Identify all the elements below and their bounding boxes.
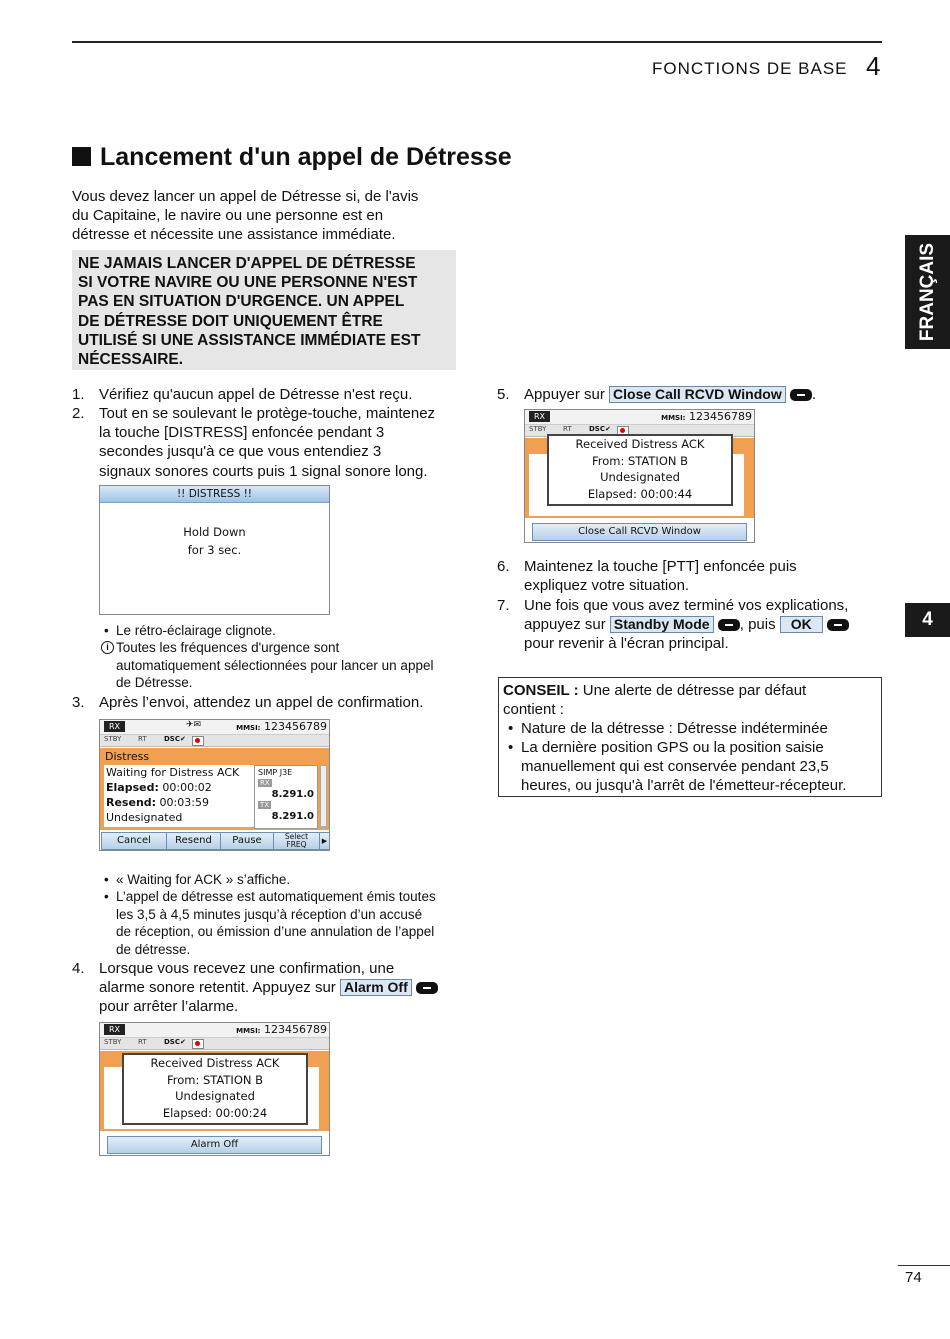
step-4-text: Lorsque vous recevez une confirmation, une alarme sonore retentit. Appuyez sur Alarm Off pour arrêter l’alarme. — [99, 959, 438, 1017]
step-1-text: Vérifiez qu'aucun appel de Détresse n'est reçu. — [99, 386, 413, 403]
distress-hold-screen — [99, 485, 330, 615]
language-tab-label: FRANÇAIS — [916, 242, 938, 342]
tip-distress-nature: Nature de la détresse : Détresse indéterminée — [521, 720, 828, 737]
pause-button[interactable]: Pause — [220, 832, 274, 850]
ack-screen-alarm: RX MMSI: 123456789 STBY RT DSC✔ Received Distress ACK From: STATION B Undesignated Elapsed: 00:00:24 Alarm Off — [99, 1022, 330, 1156]
bullet: • — [104, 623, 109, 638]
note-resend: L’appel de détresse est automatiquement émis toutes les 3,5 à 4,5 minutes jusqu’à réception d’un accusé de réception, ou émission d’une annulation de l’appel de détresse. — [116, 889, 436, 957]
received-ack-popup: Received Distress ACK From: STATION B Undesignated Elapsed: 00:00:24 — [122, 1053, 308, 1125]
step-2-text: Tout en se soulevant le protège-touche, maintenez la touche [DISTRESS] enfoncée pendant 3 secondes jusqu'à ce que vous entendiez 3 signaux sonores courts puis 1 signal sonore long. — [99, 405, 436, 480]
mode-bar: STBY RT DSC✔ — [100, 735, 329, 747]
minus-key-icon — [827, 619, 849, 631]
note-waiting: « Waiting for ACK » s’affiche. — [116, 872, 291, 887]
step-7-text: Une fois que vous avez terminé vos explications, appuyez sur Standby Mode , puis OK pour revenir à l'écran principal. — [524, 597, 849, 653]
step-3-text: Après l’envoi, attendez un appel de confirmation. — [99, 694, 424, 711]
step-5-number: 5. — [497, 386, 510, 403]
record-icon — [192, 1039, 204, 1049]
page-title: Lancement d'un appel de Détresse — [72, 143, 512, 172]
step-6-text: Maintenez la touche [PTT] enfoncée puis expliquez votre situation. — [524, 558, 797, 595]
mmsi-readout: MMSI: 123456789 — [236, 720, 327, 733]
step-1-number: 1. — [72, 386, 85, 403]
tip-text: CONSEIL : Une alerte de détresse par défaut contient : — [503, 682, 807, 719]
received-ack-popup: Received Distress ACK From: STATION B Undesignated Elapsed: 00:00:44 — [547, 434, 733, 506]
distress-status-panel: Waiting for Distress ACK Elapsed: 00:00:02 Resend: 00:03:59 Undesignated — [104, 765, 254, 827]
alarm-off-button[interactable]: Alarm Off — [107, 1136, 322, 1154]
satellite-icon: ✈✉ — [186, 720, 202, 730]
step-6-number: 6. — [497, 558, 510, 575]
tip-gps-position: La dernière position GPS ou la position saisie manuellement qui est conservée pendant 23,5 heures, ou jusqu'à l'arrêt de l'émetteur-récepteur. — [521, 739, 847, 795]
distress-header: Distress — [105, 750, 150, 763]
minus-key-icon — [790, 389, 812, 401]
bullet: • — [104, 872, 109, 887]
page-number: 74 — [905, 1269, 922, 1286]
frequency-panel: SIMP J3E RX 8.291.0 TX 8.291.0 — [254, 765, 318, 829]
bullet: • — [508, 739, 514, 756]
square-bullet-icon — [72, 147, 91, 166]
footer-rule — [898, 1265, 950, 1266]
resend-button[interactable]: Resend — [166, 832, 221, 850]
step-3-number: 3. — [72, 694, 85, 711]
note-backlight: Le rétro-éclairage clignote. — [116, 623, 276, 638]
bullet: • — [104, 889, 109, 904]
intro-paragraph: Vous devez lancer un appel de Détresse si, de l'avis du Capitaine, le navire ou une personne est en détresse et nécessite une assistance immédiate. — [72, 188, 419, 244]
bullet: • — [508, 720, 514, 737]
step-2-number: 2. — [72, 405, 85, 422]
alarm-off-key: Alarm Off — [340, 979, 412, 996]
rx-badge: RX — [104, 721, 125, 732]
status-bar — [100, 720, 329, 735]
language-tab — [905, 235, 950, 349]
chapter-tab: 4 — [905, 603, 950, 637]
ack-screen-close: RX MMSI: 123456789 STBY RT DSC✔ Received Distress ACK From: STATION B Undesignated Elapsed: 00:00:44 Close Call RCVD Window — [524, 409, 755, 543]
step-7-number: 7. — [497, 597, 510, 614]
close-call-rcvd-button[interactable]: Close Call RCVD Window — [532, 523, 747, 541]
minus-key-icon — [416, 982, 438, 994]
hold-duration-text: for 3 sec. — [187, 543, 242, 557]
distress-screen-title: !! DISTRESS !! — [100, 486, 329, 503]
waiting-ack-screen — [99, 719, 330, 851]
header-rule — [72, 41, 882, 43]
arrow-right-icon[interactable]: ▶ — [319, 832, 330, 850]
section-title: FONCTIONS DE BASE — [652, 59, 848, 78]
note-frequencies: Toutes les fréquences d'urgence sont automatiquement sélectionnées pour lancer un appel de Détresse. — [116, 640, 434, 690]
step-4-number: 4. — [72, 960, 85, 977]
chapter-number: 4 — [866, 51, 881, 81]
info-icon: i — [101, 641, 114, 654]
warning-text: NE JAMAIS LANCER D'APPEL DE DÉTRESSE SI VOTRE NAVIRE OU UNE PERSONNE N'EST PAS EN SITUATION D'URGENCE. UN APPEL DE DÉTRESSE DOIT UNIQUEMENT ÊTRE UTILISÉ SI UNE ASSISTANCE IMMÉDIATE EST NÉCESSAIRE. — [78, 255, 421, 369]
close-call-key: Close Call RCVD Window — [609, 386, 786, 403]
cancel-button[interactable]: Cancel — [101, 832, 167, 850]
record-icon — [192, 736, 204, 746]
minus-key-icon — [718, 619, 740, 631]
standby-mode-key: Standby Mode — [610, 616, 714, 633]
select-freq-button[interactable]: Select FREQ — [273, 832, 320, 850]
ok-key: OK — [780, 616, 823, 633]
scrollbar[interactable] — [320, 765, 327, 827]
step-5-text: Appuyer sur Close Call RCVD Window . — [524, 386, 817, 403]
hold-down-text: Hold Down — [183, 525, 246, 539]
